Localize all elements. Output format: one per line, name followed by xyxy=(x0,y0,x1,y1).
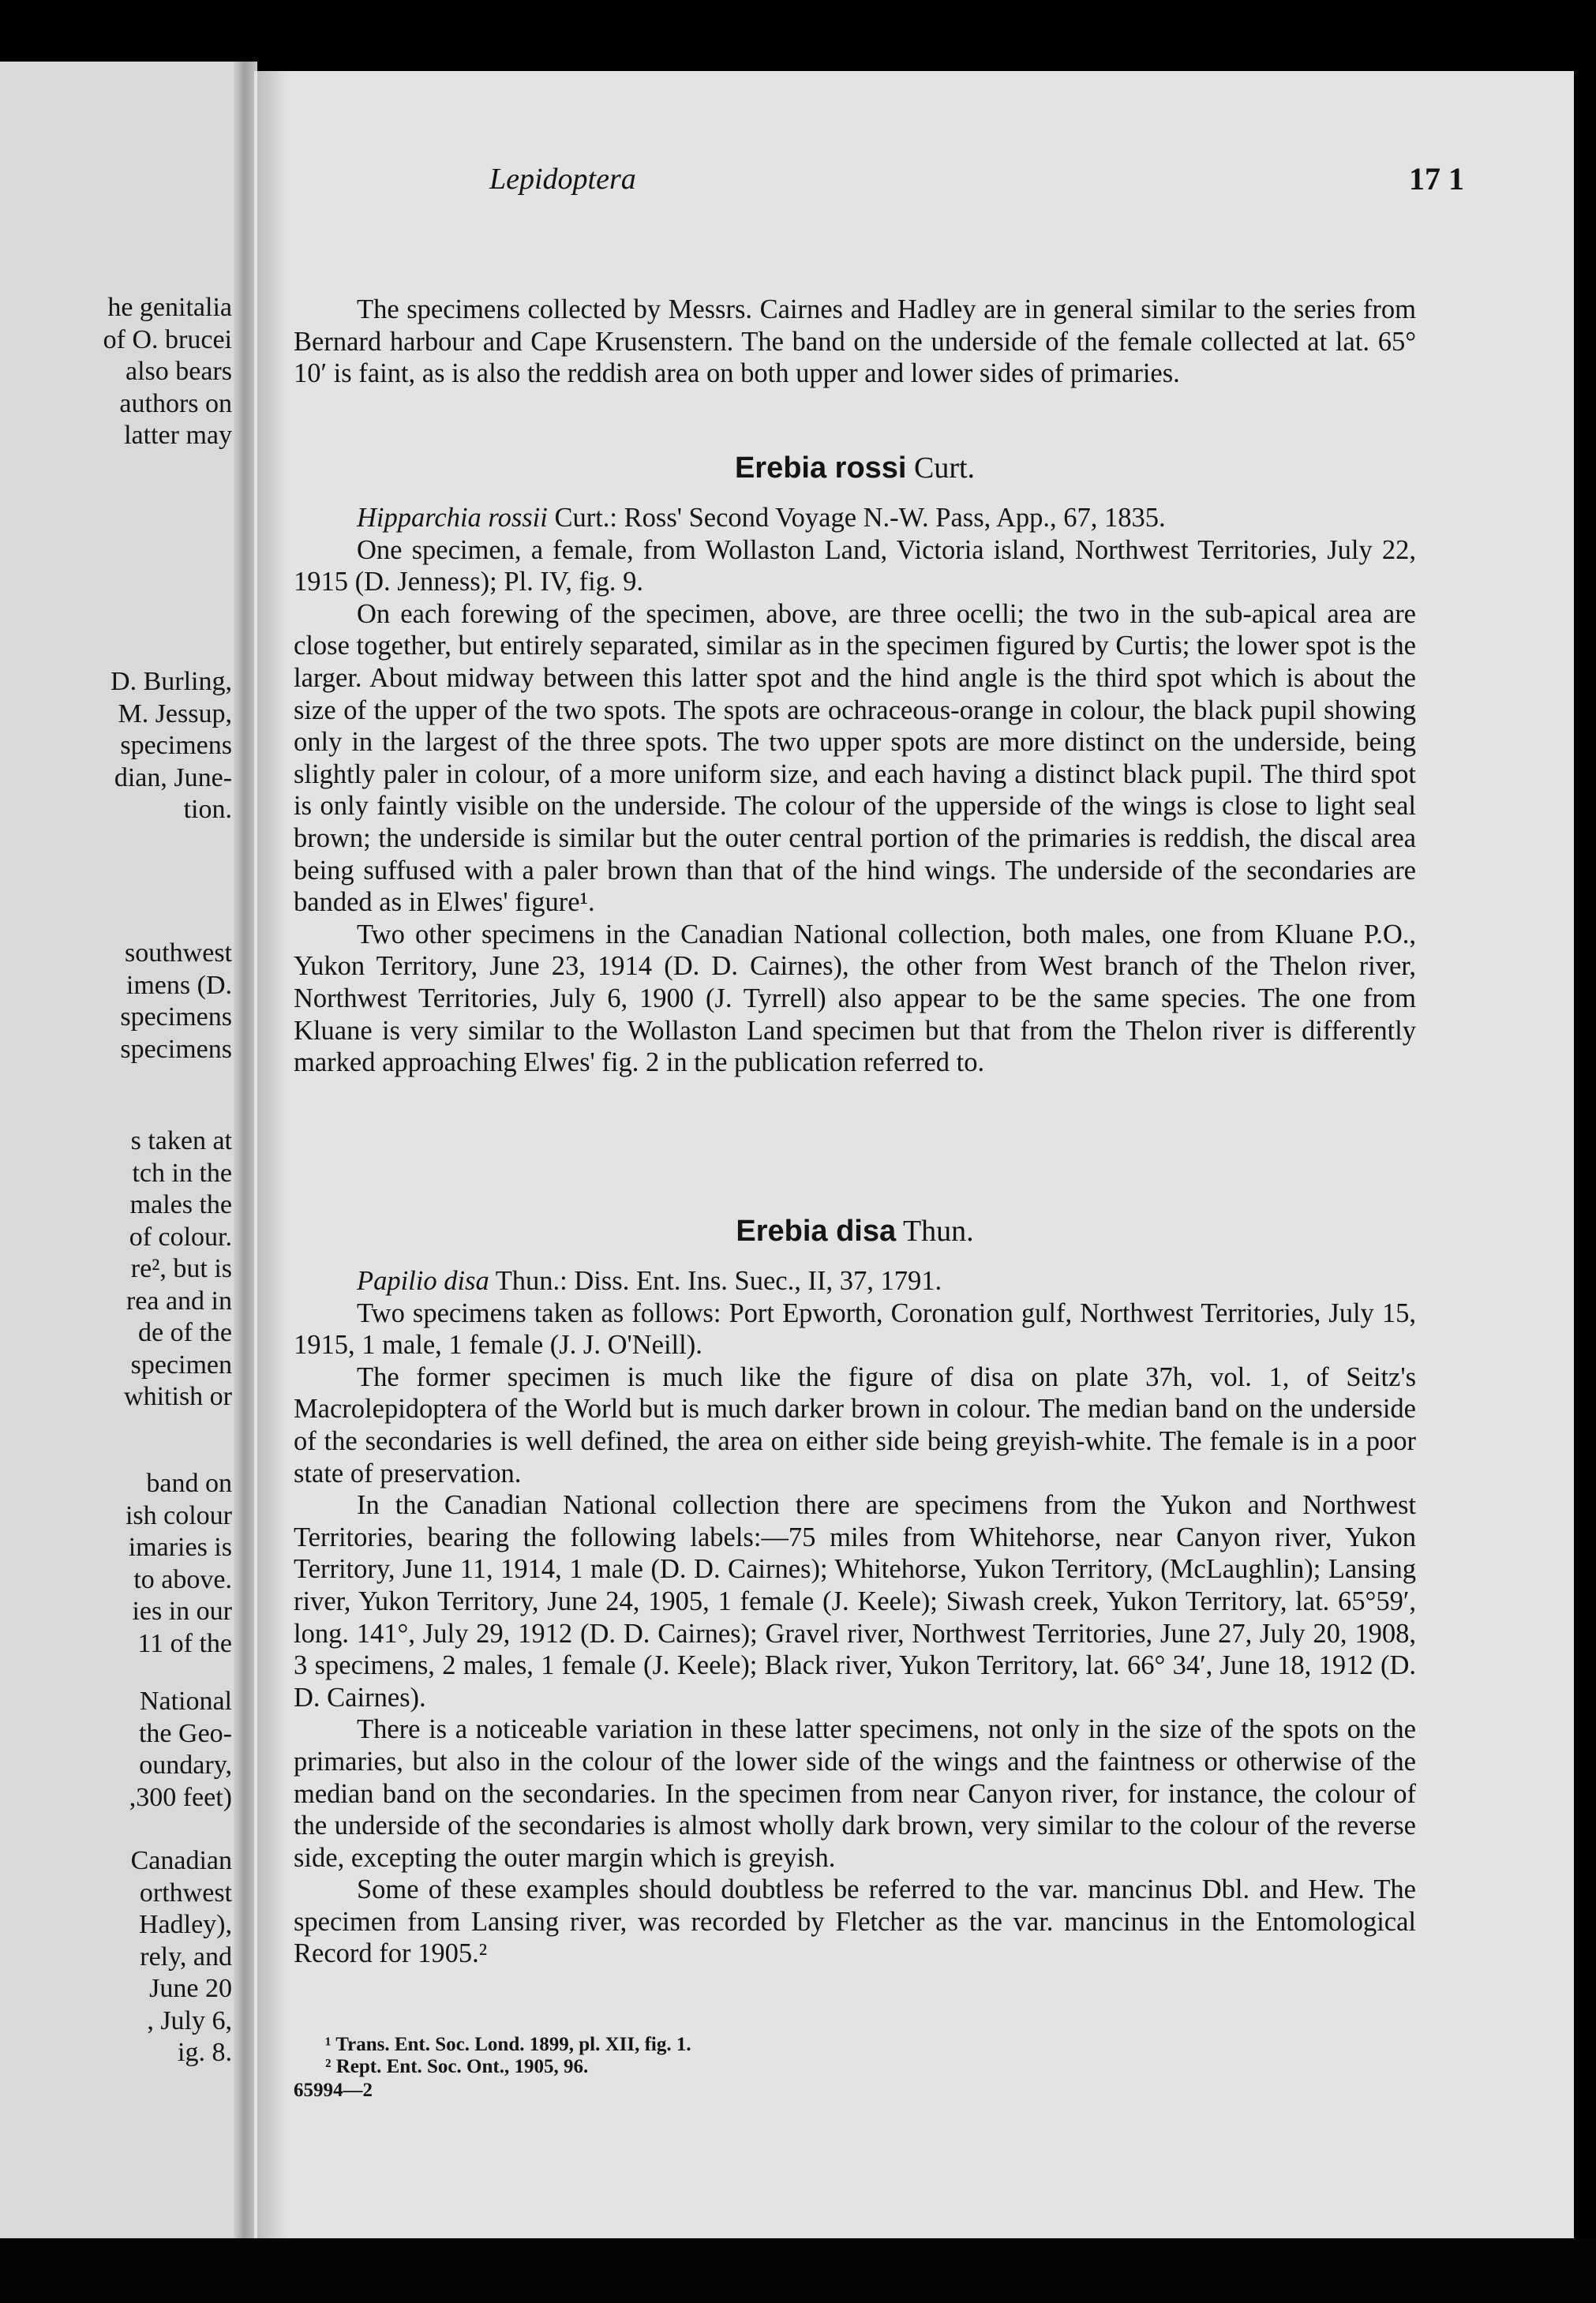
species-heading-erebia-rossi xyxy=(294,451,1416,485)
paragraph: Two specimens taken as follows: Port Epworth, Coronation gulf, Northwest Territories, July 15, 1915, 1 male, 1 female (J. J. O'Neill). xyxy=(294,1298,1416,1361)
footnote: ¹ Trans. Ent. Soc. Lond. 1899, pl. XII, fig. 1. xyxy=(325,2034,691,2055)
left-fragment-6: National the Geo- oundary, ,300 feet) xyxy=(129,1687,232,1812)
left-fragment-2: D. Burling, M. Jessup, specimens dian, June- tion. xyxy=(111,667,232,824)
erebia-disa-section xyxy=(294,1265,1416,1970)
print-code: 65994—2 xyxy=(294,2080,373,2101)
left-page xyxy=(0,62,237,2238)
species-heading-erebia-disa xyxy=(294,1214,1416,1249)
species-author: Curt. xyxy=(914,451,976,485)
species-name: Erebia disa xyxy=(736,1215,897,1248)
left-fragment-7: Canadian orthwest Hadley), rely, and June 20 , July 6, ig. 8. xyxy=(130,1846,232,2067)
species-name: Erebia rossi xyxy=(734,451,907,485)
scan-border xyxy=(0,2238,1596,2303)
running-title: Lepidoptera xyxy=(489,163,636,196)
left-fragment-4: s taken at tch in the males the of colour. re², but is rea and in de of the specimen whitish or xyxy=(124,1126,232,1411)
paragraph: Two other specimens in the Canadian National collection, both males, one from Kluane P.O., Yukon Territory, June 23, 1914 (D. D. Cairnes), the other from West branch of the Thelon river, Northwest Territories, July 6, 1900 (J. Tyrrell) also appear to be the same species. The one from Kluane is very similar to the Wollaston Land specimen but that from the Thelon river is differently marked approaching Elwes' fig. 2 in the publication referred to. xyxy=(294,919,1416,1078)
page-number: 17 1 xyxy=(1409,161,1464,197)
intro-paragraph: The specimens collected by Messrs. Cairnes and Hadley are in general similar to the series from Bernard harbour and Cape Krusenstern. The band on the underside of the female collected at lat. 65° 10′ is faint, as is also the reddish area on both upper and lower sides of primaries. xyxy=(294,294,1416,389)
footnote: ² Rept. Ent. Soc. Ont., 1905, 96. xyxy=(325,2056,589,2077)
gutter-shadow xyxy=(257,71,289,2238)
paragraph: The former specimen is much like the figure of disa on plate 37h, vol. 1, of Seitz's Macrolepidoptera of the World but is much darker brown in colour. The median band on the underside of the secondaries is well defined, the area on either side being greyish-white. The female is in a poor state of preservation. xyxy=(294,1361,1416,1489)
paragraph: On each forewing of the specimen, above, are three ocelli; the two in the sub-apical area are close together, but entirely separated, similar as in the specimen figured by Curtis; the lower spot is the larger. About midway between this latter spot and the hind angle is the third spot which is about the size of the upper of the two spots. The spots are ochraceous-orange in colour, the black pupil showing only in the largest of the three spots. The two upper spots are more distinct on the underside, being slightly paler in colour, of a more uniform size, and each having a distinct black pupil. The third spot is only faintly visible on the underside. The colour of the upperside of the wings is close to light seal brown; the underside is similar but the outer central portion of the primaries is reddish, the discal area being suffused with a paler brown than that of the hind wings. The underside of the secondaries are banded as in Elwes' figure¹. xyxy=(294,598,1416,918)
footnotes xyxy=(294,2034,1162,2102)
left-fragment-1: he genitalia of O. brucei also bears authors on latter may xyxy=(103,293,232,450)
erebia-rossi-section xyxy=(294,502,1416,1079)
paragraph: Some of these examples should doubtless be referred to the var. mancinus Dbl. and Hew. The specimen from Lansing river, was recorded by Fletcher as the var. mancinus in the Entomological Record for 1905.² xyxy=(294,1874,1416,1969)
citation: Papilio disa Thun.: Diss. Ent. Ins. Suec., II, 37, 1791. xyxy=(357,1266,942,1296)
paragraph: One specimen, a female, from Wollaston Land, Victoria island, Northwest Territories, July 22, 1915 (D. Jenness); Pl. IV, fig. 9. xyxy=(294,534,1416,597)
paragraph: In the Canadian National collection there are specimens from the Yukon and Northwest Territories, bearing the following labels:—75 miles from Whitehorse, near Canyon river, Yukon Territory, June 11, 1914, 1 male (D. D. Cairnes); Whitehorse, Yukon Territory, (McLaughlin); Lansing river, Yukon Territory, June 24, 1905, 1 female (J. Keele); Siwash creek, Yukon Territory, lat. 65°59′, long. 141°, July 29, 1912 (D. D. Cairnes); Gravel river, Northwest Territories, June 27, July 20, 1908, 3 specimens, 2 males, 1 female (J. Keele); Black river, Yukon Territory, lat. 66° 34′, June 18, 1912 (D. D. Cairnes). xyxy=(294,1490,1416,1713)
paragraph: There is a noticeable variation in these latter specimens, not only in the size of the spots on the primaries, but also in the colour of the lower side of the wings and the faintness or otherwise of the median band on the secondaries. In the specimen from near Canyon river, for instance, the colour of the underside of the secondaries is almost wholly dark brown, very similar to the colour of the reverse side, excepting the outer margin which is greyish. xyxy=(294,1714,1416,1873)
left-fragment-3: southwest imens (D. specimens specimens xyxy=(120,938,232,1064)
species-author: Thun. xyxy=(902,1215,974,1248)
citation: Hipparchia rossii Curt.: Ross' Second Voyage N.-W. Pass, App., 67, 1835. xyxy=(357,503,1166,533)
left-fragment-5: band on ish colour imaries is to above. ies in our 11 of the xyxy=(125,1469,232,1658)
